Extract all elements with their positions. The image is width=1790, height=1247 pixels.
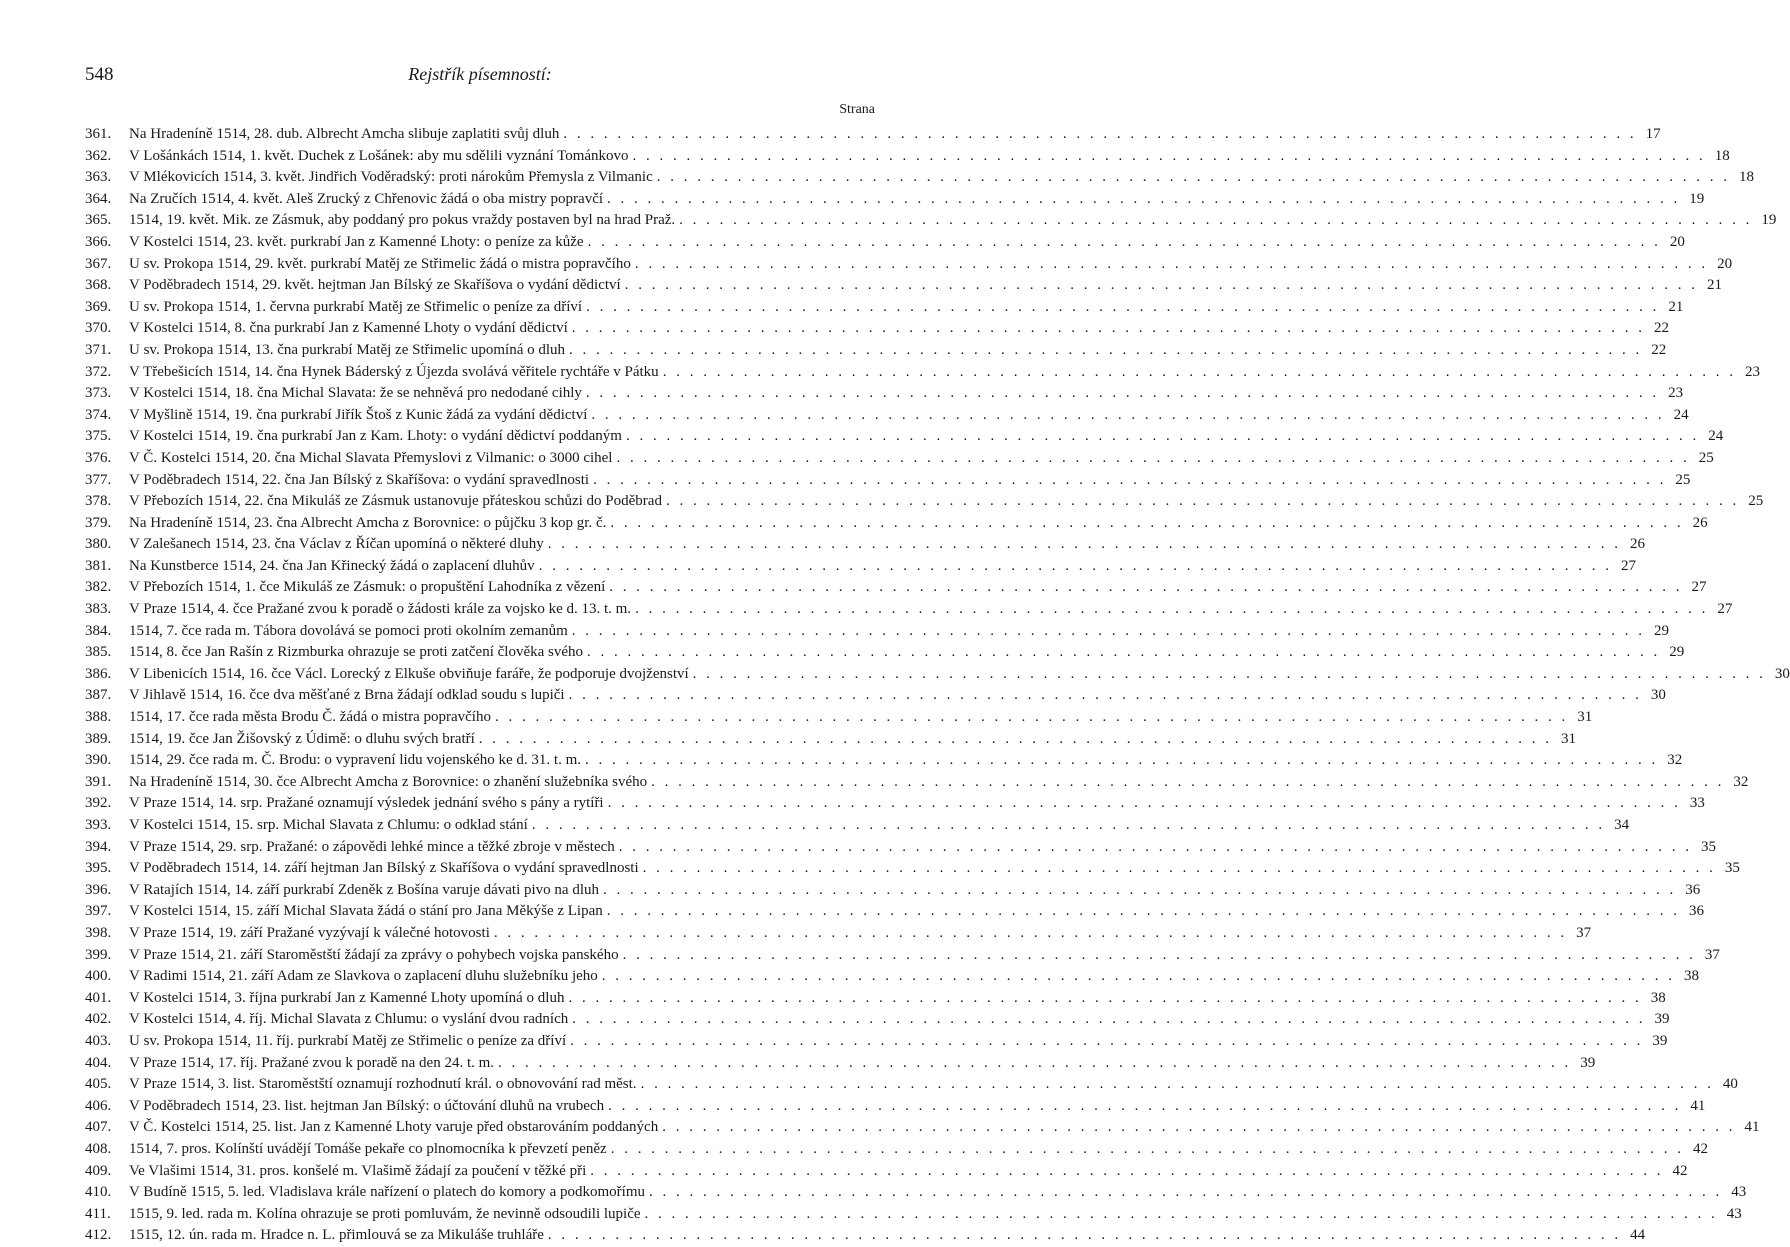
entry-text: V Kostelci 1514, 4. říj. Michal Slavata z Chlumu: o vyslání dvou radních <box>129 1011 569 1028</box>
entry-number: 408. <box>85 1140 112 1157</box>
entry-number: 369. <box>85 298 112 315</box>
entry-number: 393. <box>85 817 112 833</box>
entry-text: V Kostelci 1514, 18. čna Michal Slavata: že se nehněvá pro nedodané cihly <box>129 385 582 402</box>
dot-leader: . . . . . . . . . . . . . . . . . . . . . . . . . . . . . . . . . . . . . . . . . . . . . . . . . . . . . . . . . . . . . . . . . . . . . . . . . . . . . . . . <box>624 277 1698 294</box>
dot-leader: . . . . . . . . . . . . . . . . . . . . . . . . . . . . . . . . . . . . . . . . . . . . . . . . . . . . . . . . . . . . . . . . . . . . . . . . . . . . . . . . <box>494 709 1569 726</box>
list-item <box>85 1204 1742 1226</box>
entry-page-number: 24 <box>1673 406 1689 423</box>
entry-number: 373. <box>85 385 112 402</box>
dot-leader: . . . . . . . . . . . . . . . . . . . . . . . . . . . . . . . . . . . . . . . . . . . . . . . . . . . . . . . . . . . . . . . . . . . . . . . . . . . . . . . . <box>665 493 1740 510</box>
entry-text: V Praze 1514, 3. list. Staroměstští oznamují rozhodnutí král. o obnovování rad měst. <box>129 1076 637 1093</box>
entry-number: 381. <box>85 557 112 574</box>
entry-text: V Poděbradech 1514, 29. květ. hejtman Jan Bílský ze Skaříšova o vydání dědictví <box>129 277 621 294</box>
list-item <box>85 448 1714 470</box>
list-item <box>85 275 1722 297</box>
entry-page-number: 31 <box>1561 730 1577 747</box>
entry-page-number: 27 <box>1717 601 1733 618</box>
entry-text: V Jihlavě 1514, 16. čce dva měšťané z Brna žádají odklad soudu s lupiči <box>129 687 565 704</box>
list-item <box>85 513 1708 535</box>
entry-page-number: 22 <box>1654 320 1670 337</box>
list-item <box>85 923 1592 945</box>
dot-leader: . . . . . . . . . . . . . . . . . . . . . . . . . . . . . . . . . . . . . . . . . . . . . . . . . . . . . . . . . . . . . . . . . . . . . . . . . . . . . . . . <box>606 903 1681 920</box>
dot-leader: . . . . . . . . . . . . . . . . . . . . . . . . . . . . . . . . . . . . . . . . . . . . . . . . . . . . . . . . . . . . . . . . . . . . . . . . . . . . . . . . <box>632 147 1706 164</box>
entry-text: V Poděbradech 1514, 22. čna Jan Bílský z Skaříšova: o vydání spravedlnosti <box>129 471 590 488</box>
entry-text: V Č. Kostelci 1514, 20. čna Michal Slavata Přemyslovi z Vilmanic: o 3000 cihel <box>129 449 613 466</box>
entry-page-number: 38 <box>1650 989 1666 1006</box>
list-item <box>85 1009 1670 1031</box>
entry-page-number: 17 <box>1645 126 1661 142</box>
list-item <box>85 1225 1646 1247</box>
dot-leader: . . . . . . . . . . . . . . . . . . . . . . . . . . . . . . . . . . . . . . . . . . . . . . . . . . . . . . . . . . . . . . . . . . . . . . . . . . . . . . . . <box>568 687 1642 704</box>
entry-text: V Radimi 1514, 21. září Adam ze Slavkova o zaplacení dluhu služebníku jeho <box>129 968 598 985</box>
entry-number: 396. <box>85 881 112 898</box>
list-item <box>85 1074 1738 1096</box>
entry-number: 411. <box>85 1205 111 1222</box>
entry-page-number: 32 <box>1733 773 1749 790</box>
dot-leader: . . . . . . . . . . . . . . . . . . . . . . . . . . . . . . . . . . . . . . . . . . . . . . . . . . . . . . . . . . . . . . . . . . . . . . . . . . . . . . . . <box>634 255 1709 272</box>
entry-number: 402. <box>85 1011 112 1028</box>
dot-leader: . . . . . . . . . . . . . . . . . . . . . . . . . . . . . . . . . . . . . . . . . . . . . . . . . . . . . . . . . . . . . . . . . . . . . . . . . . . . . . . . <box>610 1140 1684 1157</box>
entry-page-number: 26 <box>1692 514 1708 531</box>
entry-text: 1514, 17. čce rada města Brodu Č. žádá o mistra popravčího <box>129 709 491 726</box>
dot-leader: . . . . . . . . . . . . . . . . . . . . . . . . . . . . . . . . . . . . . . . . . . . . . . . . . . . . . . . . . . . . . . . . . . . . . . . . . . . . . . . . <box>640 1076 1714 1093</box>
entry-number: 383. <box>85 601 112 618</box>
dot-leader: . . . . . . . . . . . . . . . . . . . . . . . . . . . . . . . . . . . . . . . . . . . . . . . . . . . . . . . . . . . . . . . . . . . . . . . . . . . . . . . . <box>692 665 1766 682</box>
list-item <box>85 254 1733 276</box>
entry-number: 406. <box>85 1097 112 1114</box>
entry-text: Na Kunstberce 1514, 24. čna Jan Křinecký žádá o zaplacení dluhův <box>129 557 535 574</box>
dot-leader: . . . . . . . . . . . . . . . . . . . . . . . . . . . . . . . . . . . . . . . . . . . . . . . . . . . . . . . . . . . . . . . . . . . . . . . . . . . . . . . . <box>591 406 1665 423</box>
entry-number: 379. <box>85 514 112 531</box>
entry-text: U sv. Prokopa 1514, 13. čna purkrabí Matěj ze Střimelic upomíná o dluh <box>129 341 566 358</box>
list-item <box>85 491 1764 513</box>
entry-page-number: 21 <box>1706 277 1722 294</box>
entry-page-number: 22 <box>1651 341 1667 358</box>
dot-leader: . . . . . . . . . . . . . . . . . . . . . . . . . . . . . . . . . . . . . . . . . . . . . . . . . . . . . . . . . . . . . . . . . . . . . . . . . . . . . . . . <box>569 341 1643 358</box>
entry-text: 1514, 19. čce Jan Žišovský z Údimě: o dluhu svých bratří <box>129 730 475 747</box>
entry-page-number: 39 <box>1652 1032 1668 1049</box>
list-item <box>85 534 1645 556</box>
entry-text: V Kostelci 1514, 19. čna purkrabí Jan z Kam. Lhoty: o vydání dědictví poddaným <box>129 428 622 445</box>
list-item <box>85 1161 1688 1183</box>
entry-page-number: 34 <box>1614 817 1630 833</box>
entry-page-number: 30 <box>1774 665 1790 682</box>
entry-page-number: 33 <box>1689 795 1705 812</box>
dot-leader: . . . . . . . . . . . . . . . . . . . . . . . . . . . . . . . . . . . . . . . . . . . . . . . . . . . . . . . . . . . . . . . . . . . . . . . . . . . . . . . . <box>585 385 1660 402</box>
entry-text: 1514, 29. čce rada m. Č. Brodu: o vypravení lidu vojenského ke d. 31. t. m. <box>129 752 581 769</box>
list-item <box>85 1139 1708 1161</box>
entry-page-number: 42 <box>1692 1140 1708 1157</box>
dot-leader: . . . . . . . . . . . . . . . . . . . . . . . . . . . . . . . . . . . . . . . . . . . . . . . . . . . . . . . . . . . . . . . . . . . . . . . . . . . . . . . . <box>607 795 1681 812</box>
entry-number: 364. <box>85 190 112 207</box>
entry-page-number: 21 <box>1668 298 1684 315</box>
dot-leader: . . . . . . . . . . . . . . . . . . . . . . . . . . . . . . . . . . . . . . . . . . . . . . . . . . . . . . . . . . . . . . . . . . . . . . . . . . . . . . . . <box>644 1205 1718 1222</box>
entry-text: V Č. Kostelci 1514, 25. list. Jan z Kamenné Lhoty varuje před obstarováním poddaných <box>129 1119 659 1136</box>
entry-text: U sv. Prokopa 1514, 29. květ. purkrabí Matěj ze Střimelic žádá o mistra popravčího <box>129 255 631 272</box>
list-item <box>85 750 1683 772</box>
entry-text: Na Zručích 1514, 4. květ. Aleš Zrucký z Chřenovic žádá o oba mistry popravčí <box>129 190 604 207</box>
entry-text: U sv. Prokopa 1514, 1. června purkrabí Matěj ze Střimelic o peníze za dříví <box>129 298 583 315</box>
list-item <box>85 966 1700 988</box>
entry-number: 395. <box>85 860 112 877</box>
list-item <box>85 664 1790 686</box>
list-item <box>85 405 1689 427</box>
entry-text: 1514, 7. čce rada m. Tábora dovolává se pomoci proti okolním zemanům <box>129 622 568 639</box>
dot-leader: . . . . . . . . . . . . . . . . . . . . . . . . . . . . . . . . . . . . . . . . . . . . . . . . . . . . . . . . . . . . . . . . . . . . . . . . . . . . . . . . <box>590 1162 1664 1179</box>
list-item <box>85 1182 1747 1204</box>
entry-number: 390. <box>85 752 112 769</box>
dot-leader: . . . . . . . . . . . . . . . . . . . . . . . . . . . . . . . . . . . . . . . . . . . . . . . . . . . . . . . . . . . . . . . . . . . . . . . . . . . . . . . . <box>571 320 1646 337</box>
list-item <box>85 470 1691 492</box>
list-item <box>85 124 1661 146</box>
register-list <box>85 124 1790 1247</box>
entry-page-number: 32 <box>1667 752 1683 769</box>
entry-number: 401. <box>85 989 112 1006</box>
entry-page-number: 20 <box>1717 255 1733 272</box>
dot-leader: . . . . . . . . . . . . . . . . . . . . . . . . . . . . . . . . . . . . . . . . . . . . . . . . . . . . . . . . . . . . . . . . . . . . . . . . . . . . . . . . <box>571 622 1646 639</box>
entry-number: 378. <box>85 493 112 510</box>
entry-page-number: 26 <box>1629 536 1645 553</box>
dot-leader: . . . . . . . . . . . . . . . . . . . . . . . . . . . . . . . . . . . . . . . . . . . . . . . . . . . . . . . . . . . . . . . . . . . . . . . . . . . . . . . . <box>610 514 1684 531</box>
entry-page-number: 41 <box>1744 1119 1760 1136</box>
list-item <box>85 556 1636 578</box>
list-item <box>85 232 1685 254</box>
entry-number: 363. <box>85 169 112 186</box>
entry-page-number: 37 <box>1704 946 1720 963</box>
list-item <box>85 210 1777 232</box>
list-item <box>85 642 1685 664</box>
entry-text: V Kostelci 1514, 23. květ. purkrabí Jan z Kamenné Lhoty: o peníze za kůže <box>129 233 584 250</box>
dot-leader: . . . . . . . . . . . . . . . . . . . . . . . . . . . . . . . . . . . . . . . . . . . . . . . . . . . . . . . . . . . . . . . . . . . . . . . . . . . . . . . . <box>662 363 1736 380</box>
entry-page-number: 36 <box>1685 881 1701 898</box>
page-number: 548 <box>85 64 114 85</box>
list-item <box>85 340 1667 362</box>
entry-text: V Poděbradech 1514, 14. září hejtman Jan Bílský z Skaříšova o vydání spravedlnosti <box>129 860 639 877</box>
entry-number: 392. <box>85 795 112 812</box>
dot-leader: . . . . . . . . . . . . . . . . . . . . . . . . . . . . . . . . . . . . . . . . . . . . . . . . . . . . . . . . . . . . . . . . . . . . . . . . . . . . . . . . <box>593 471 1667 488</box>
entry-text: V Zalešanech 1514, 23. čna Václav z Říčan upomíná o některé dluhy <box>129 536 544 553</box>
entry-text: V Poděbradech 1514, 23. list. hejtman Jan Bílský: o účtování dluhů na vrubech <box>129 1097 605 1114</box>
dot-leader: . . . . . . . . . . . . . . . . . . . . . . . . . . . . . . . . . . . . . . . . . . . . . . . . . . . . . . . . . . . . . . . . . . . . . . . . . . . . . . . . <box>563 126 1637 142</box>
entry-number: 374. <box>85 406 112 423</box>
entry-text: Ve Vlašimi 1514, 31. pros. konšelé m. Vlašimě žádají za poučení v těžké při <box>129 1162 587 1179</box>
dot-leader: . . . . . . . . . . . . . . . . . . . . . . . . . . . . . . . . . . . . . . . . . . . . . . . . . . . . . . . . . . . . . . . . . . . . . . . . . . . . . . . . <box>531 817 1606 833</box>
dot-leader: . . . . . . . . . . . . . . . . . . . . . . . . . . . . . . . . . . . . . . . . . . . . . . . . . . . . . . . . . . . . . . . . . . . . . . . . . . . . . . . . <box>662 1119 1736 1136</box>
dot-leader: . . . . . . . . . . . . . . . . . . . . . . . . . . . . . . . . . . . . . . . . . . . . . . . . . . . . . . . . . . . . . . . . . . . . . . . . . . . . . . . . <box>587 644 1661 661</box>
dot-leader: . . . . . . . . . . . . . . . . . . . . . . . . . . . . . . . . . . . . . . . . . . . . . . . . . . . . . . . . . . . . . . . . . . . . . . . . . . . . . . . . <box>547 536 1621 553</box>
entry-number: 389. <box>85 730 112 747</box>
entry-page-number: 29 <box>1669 644 1685 661</box>
entry-page-number: 25 <box>1698 449 1714 466</box>
entry-number: 404. <box>85 1054 112 1071</box>
dot-leader: . . . . . . . . . . . . . . . . . . . . . . . . . . . . . . . . . . . . . . . . . . . . . . . . . . . . . . . . . . . . . . . . . . . . . . . . . . . . . . . . <box>618 838 1693 855</box>
entry-number: 403. <box>85 1032 112 1049</box>
entry-text: V Lošánkách 1514, 1. květ. Duchek z Lošánek: aby mu sdělili vyznání Tománkovo <box>129 147 629 164</box>
entry-number: 386. <box>85 665 112 682</box>
entry-page-number: 43 <box>1726 1205 1742 1222</box>
list-item <box>85 837 1717 859</box>
list-item <box>85 858 1740 880</box>
list-item <box>85 599 1733 621</box>
list-item <box>85 707 1593 729</box>
dot-leader: . . . . . . . . . . . . . . . . . . . . . . . . . . . . . . . . . . . . . . . . . . . . . . . . . . . . . . . . . . . . . . . . . . . . . . . . . . . . . . . . <box>635 601 1709 618</box>
entry-text: V Kostelci 1514, 15. září Michal Slavata žádá o stání pro Jana Měkýše z Lipan <box>129 903 603 920</box>
entry-number: 361. <box>85 126 112 142</box>
entry-number: 382. <box>85 579 112 596</box>
entry-number: 391. <box>85 773 112 790</box>
list-item <box>85 945 1720 967</box>
dot-leader: . . . . . . . . . . . . . . . . . . . . . . . . . . . . . . . . . . . . . . . . . . . . . . . . . . . . . . . . . . . . . . . . . . . . . . . . . . . . . . . . <box>478 730 1553 747</box>
entry-number: 366. <box>85 233 112 250</box>
entry-number: 388. <box>85 709 112 726</box>
entry-page-number: 24 <box>1708 428 1724 445</box>
entry-page-number: 44 <box>1630 1227 1646 1244</box>
list-item <box>85 1031 1668 1053</box>
entry-text: V Libenicích 1514, 16. čce Václ. Lorecký z Elkuše obviňuje faráře, že podporuje dvojženství <box>129 665 689 682</box>
entry-text: V Kostelci 1514, 8. čna purkrabí Jan z Kamenné Lhoty o vydání dědictví <box>129 320 568 337</box>
entry-number: 380. <box>85 536 112 553</box>
entry-number: 394. <box>85 838 112 855</box>
entry-text: 1515, 12. ún. rada m. Hradce n. L. přimlouvá se za Mikuláše truhláře <box>129 1227 544 1244</box>
list-item <box>85 146 1730 168</box>
entry-text: V Praze 1514, 17. říj. Pražané zvou k poradě na den 24. t. m. <box>129 1054 495 1071</box>
dot-leader: . . . . . . . . . . . . . . . . . . . . . . . . . . . . . . . . . . . . . . . . . . . . . . . . . . . . . . . . . . . . . . . . . . . . . . . . . . . . . . . . <box>656 169 1730 186</box>
dot-leader: . . . . . . . . . . . . . . . . . . . . . . . . . . . . . . . . . . . . . . . . . . . . . . . . . . . . . . . . . . . . . . . . . . . . . . . . . . . . . . . . <box>607 190 1681 207</box>
entry-number: 376. <box>85 449 112 466</box>
list-item <box>85 988 1666 1010</box>
list-item <box>85 1096 1706 1118</box>
entry-text: Na Hradeníně 1514, 23. čna Albrecht Amcha z Borovnice: o půjčku 3 kop gr. č. <box>129 514 607 531</box>
dot-leader: . . . . . . . . . . . . . . . . . . . . . . . . . . . . . . . . . . . . . . . . . . . . . . . . . . . . . . . . . . . . . . . . . . . . . . . . . . . . . . . . <box>498 1054 1572 1071</box>
entry-number: 365. <box>85 212 112 229</box>
list-item <box>85 621 1670 643</box>
entry-number: 410. <box>85 1184 112 1201</box>
dot-leader: . . . . . . . . . . . . . . . . . . . . . . . . . . . . . . . . . . . . . . . . . . . . . . . . . . . . . . . . . . . . . . . . . . . . . . . . . . . . . . . . <box>568 989 1642 1006</box>
entry-text: V Praze 1514, 21. září Staroměstští žádají za zprávy o pohybech vojska panského <box>129 946 619 963</box>
entry-text: 1514, 7. pros. Kolínští uvádějí Tomáše pekaře co plnomocníka k převzetí peněz <box>129 1140 607 1157</box>
entry-number: 399. <box>85 946 112 963</box>
entry-text: V Ratajích 1514, 14. září purkrabí Zdeněk z Bošína varuje dávati pivo na dluh <box>129 881 600 898</box>
entry-text: V Budíně 1515, 5. led. Vladislava krále nařízení o platech do komory a podkomořímu <box>129 1184 645 1201</box>
list-item <box>85 1053 1596 1075</box>
entry-number: 400. <box>85 968 112 985</box>
entry-text: V Kostelci 1514, 15. srp. Michal Slavata z Chlumu: o odklad stání <box>129 817 528 833</box>
list-item <box>85 901 1705 923</box>
entry-page-number: 40 <box>1722 1076 1738 1093</box>
entry-text: V Kostelci 1514, 3. října purkrabí Jan z Kamenné Lhoty upomíná o dluh <box>129 989 565 1006</box>
entry-page-number: 29 <box>1654 622 1670 639</box>
list-item <box>85 815 1630 837</box>
entry-page-number: 43 <box>1731 1184 1747 1201</box>
entry-text: V Praze 1514, 4. čce Pražané zvou k poradě o žádosti krále za vojsko ke d. 13. t. m. <box>129 601 632 618</box>
entry-number: 409. <box>85 1162 112 1179</box>
entry-text: Na Hradeníně 1514, 30. čce Albrecht Amcha z Borovnice: o zhanění služebníka svého <box>129 773 648 790</box>
entry-number: 385. <box>85 644 112 661</box>
list-item <box>85 1117 1760 1139</box>
dot-leader: . . . . . . . . . . . . . . . . . . . . . . . . . . . . . . . . . . . . . . . . . . . . . . . . . . . . . . . . . . . . . . . . . . . . . . . . . . . . . . . . <box>585 752 1659 769</box>
entry-page-number: 25 <box>1748 493 1764 510</box>
entry-number: 377. <box>85 471 112 488</box>
entry-number: 412. <box>85 1227 112 1244</box>
dot-leader: . . . . . . . . . . . . . . . . . . . . . . . . . . . . . . . . . . . . . . . . . . . . . . . . . . . . . . . . . . . . . . . . . . . . . . . . . . . . . . . . <box>649 1184 1723 1201</box>
entry-text: 1514, 19. květ. Mik. ze Zásmuk, aby poddaný pro pokus vraždy postaven byl na hrad Praž. <box>129 212 676 229</box>
entry-number: 397. <box>85 903 112 920</box>
entry-page-number: 35 <box>1701 838 1717 855</box>
dot-leader: . . . . . . . . . . . . . . . . . . . . . . . . . . . . . . . . . . . . . . . . . . . . . . . . . . . . . . . . . . . . . . . . . . . . . . . . . . . . . . . . <box>587 233 1661 250</box>
entry-text: V Přebozích 1514, 1. čce Mikuláš ze Zásmuk: o propuštění Lahodníka z vězení <box>129 579 606 596</box>
dot-leader: . . . . . . . . . . . . . . . . . . . . . . . . . . . . . . . . . . . . . . . . . . . . . . . . . . . . . . . . . . . . . . . . . . . . . . . . . . . . . . . . <box>603 881 1677 898</box>
dot-leader: . . . . . . . . . . . . . . . . . . . . . . . . . . . . . . . . . . . . . . . . . . . . . . . . . . . . . . . . . . . . . . . . . . . . . . . . . . . . . . . . <box>622 946 1696 963</box>
entry-text: 1515, 9. led. rada m. Kolína ohrazuje se proti pomluvám, že nevinně odsoudili lupiče <box>129 1205 641 1222</box>
dot-leader: . . . . . . . . . . . . . . . . . . . . . . . . . . . . . . . . . . . . . . . . . . . . . . . . . . . . . . . . . . . . . . . . . . . . . . . . . . . . . . . . <box>493 924 1568 941</box>
entry-text: Na Hradeníně 1514, 28. dub. Albrecht Amcha slibuje zaplatiti svůj dluh <box>129 126 560 142</box>
running-title: Rejstřík písemností: <box>408 64 552 84</box>
entry-page-number: 37 <box>1576 924 1592 941</box>
entry-page-number: 39 <box>1580 1054 1596 1071</box>
dot-leader: . . . . . . . . . . . . . . . . . . . . . . . . . . . . . . . . . . . . . . . . . . . . . . . . . . . . . . . . . . . . . . . . . . . . . . . . . . . . . . . . <box>547 1227 1622 1244</box>
dot-leader: . . . . . . . . . . . . . . . . . . . . . . . . . . . . . . . . . . . . . . . . . . . . . . . . . . . . . . . . . . . . . . . . . . . . . . . . . . . . . . . . <box>572 1011 1646 1028</box>
entry-text: U sv. Prokopa 1514, 11. říj. purkrabí Matěj ze Střimelic o peníze za dříví <box>129 1032 567 1049</box>
entry-page-number: 27 <box>1691 579 1707 596</box>
entry-number: 407. <box>85 1119 112 1136</box>
entry-page-number: 23 <box>1668 385 1684 402</box>
dot-leader: . . . . . . . . . . . . . . . . . . . . . . . . . . . . . . . . . . . . . . . . . . . . . . . . . . . . . . . . . . . . . . . . . . . . . . . . . . . . . . . . <box>601 968 1676 985</box>
entry-text: V Třebešicích 1514, 14. čna Hynek Báderský z Újezda svolává věřitele rychtáře v Pátku <box>129 363 659 380</box>
entry-number: 405. <box>85 1076 112 1093</box>
list-item <box>85 685 1666 707</box>
entry-text: V Přebozích 1514, 22. čna Mikuláš ze Zásmuk ustanovuje přáteskou schůzi do Poděbrad <box>129 493 662 510</box>
list-item <box>85 297 1684 319</box>
entry-number: 368. <box>85 277 112 294</box>
dot-leader: . . . . . . . . . . . . . . . . . . . . . . . . . . . . . . . . . . . . . . . . . . . . . . . . . . . . . . . . . . . . . . . . . . . . . . . . . . . . . . . . <box>586 298 1660 315</box>
entry-page-number: 30 <box>1650 687 1666 704</box>
entry-number: 384. <box>85 622 112 639</box>
entry-page-number: 20 <box>1669 233 1685 250</box>
dot-leader: . . . . . . . . . . . . . . . . . . . . . . . . . . . . . . . . . . . . . . . . . . . . . . . . . . . . . . . . . . . . . . . . . . . . . . . . . . . . . . . . <box>616 449 1690 466</box>
list-item <box>85 362 1760 384</box>
entry-page-number: 31 <box>1577 709 1593 726</box>
entry-number: 375. <box>85 428 112 445</box>
list-item <box>85 880 1701 902</box>
entry-text: V Mlékovicích 1514, 3. květ. Jindřich Voděradský: proti nárokům Přemysla z Vilmanic <box>129 169 653 186</box>
entry-page-number: 18 <box>1714 147 1730 164</box>
list-item <box>85 383 1684 405</box>
entry-number: 370. <box>85 320 112 337</box>
entry-page-number: 42 <box>1672 1162 1688 1179</box>
entry-text: 1514, 8. čce Jan Rašín z Rizmburka ohrazuje se proti zatčení člověka svého <box>129 644 584 661</box>
list-item <box>85 729 1577 751</box>
dot-leader: . . . . . . . . . . . . . . . . . . . . . . . . . . . . . . . . . . . . . . . . . . . . . . . . . . . . . . . . . . . . . . . . . . . . . . . . . . . . . . . . <box>625 428 1700 445</box>
dot-leader: . . . . . . . . . . . . . . . . . . . . . . . . . . . . . . . . . . . . . . . . . . . . . . . . . . . . . . . . . . . . . . . . . . . . . . . . . . . . . . . . <box>608 1097 1682 1114</box>
entry-number: 372. <box>85 363 112 380</box>
entry-page-number: 19 <box>1689 190 1705 207</box>
dot-leader: . . . . . . . . . . . . . . . . . . . . . . . . . . . . . . . . . . . . . . . . . . . . . . . . . . . . . . . . . . . . . . . . . . . . . . . . . . . . . . . . <box>570 1032 1644 1049</box>
entry-page-number: 25 <box>1675 471 1691 488</box>
list-item <box>85 577 1707 599</box>
entry-page-number: 38 <box>1684 968 1700 985</box>
list-item <box>85 793 1705 815</box>
entry-page-number: 27 <box>1620 557 1636 574</box>
list-item <box>85 318 1670 340</box>
dot-leader: . . . . . . . . . . . . . . . . . . . . . . . . . . . . . . . . . . . . . . . . . . . . . . . . . . . . . . . . . . . . . . . . . . . . . . . . . . . . . . . . <box>538 557 1612 574</box>
list-item <box>85 426 1724 448</box>
entry-page-number: 39 <box>1654 1011 1670 1028</box>
entry-page-number: 41 <box>1690 1097 1706 1114</box>
list-item <box>85 189 1705 211</box>
entry-page-number: 19 <box>1761 212 1777 229</box>
dot-leader: . . . . . . . . . . . . . . . . . . . . . . . . . . . . . . . . . . . . . . . . . . . . . . . . . . . . . . . . . . . . . . . . . . . . . . . . . . . . . . . . <box>609 579 1683 596</box>
entry-page-number: 35 <box>1724 860 1740 877</box>
dot-leader: . . . . . . . . . . . . . . . . . . . . . . . . . . . . . . . . . . . . . . . . . . . . . . . . . . . . . . . . . . . . . . . . . . . . . . . . . . . . . . . . <box>679 212 1753 229</box>
page-column-header: Strana <box>839 102 875 117</box>
entry-number: 398. <box>85 924 112 941</box>
entry-text: V Praze 1514, 14. srp. Pražané oznamují výsledek jednání svého s pány a rytíři <box>129 795 604 812</box>
list-item <box>85 772 1749 794</box>
entry-page-number: 18 <box>1739 169 1754 186</box>
entry-number: 387. <box>85 687 112 704</box>
entry-text: V Praze 1514, 19. září Pražané vyzývají k válečné hotovosti <box>129 924 490 941</box>
dot-leader: . . . . . . . . . . . . . . . . . . . . . . . . . . . . . . . . . . . . . . . . . . . . . . . . . . . . . . . . . . . . . . . . . . . . . . . . . . . . . . . . <box>642 860 1716 877</box>
entry-number: 371. <box>85 341 112 358</box>
entry-page-number: 23 <box>1744 363 1760 380</box>
entry-page-number: 36 <box>1689 903 1705 920</box>
dot-leader: . . . . . . . . . . . . . . . . . . . . . . . . . . . . . . . . . . . . . . . . . . . . . . . . . . . . . . . . . . . . . . . . . . . . . . . . . . . . . . . . <box>651 773 1725 790</box>
entry-number: 367. <box>85 255 112 272</box>
list-item <box>85 167 1754 189</box>
entry-number: 362. <box>85 147 112 164</box>
entry-text: V Praze 1514, 29. srp. Pražané: o zápovědi lehké mince a těžké zbroje v městech <box>129 838 615 855</box>
entry-text: V Myšlině 1514, 19. čna purkrabí Jiřík Štoš z Kunic žádá za vydání dědictví <box>129 406 588 423</box>
